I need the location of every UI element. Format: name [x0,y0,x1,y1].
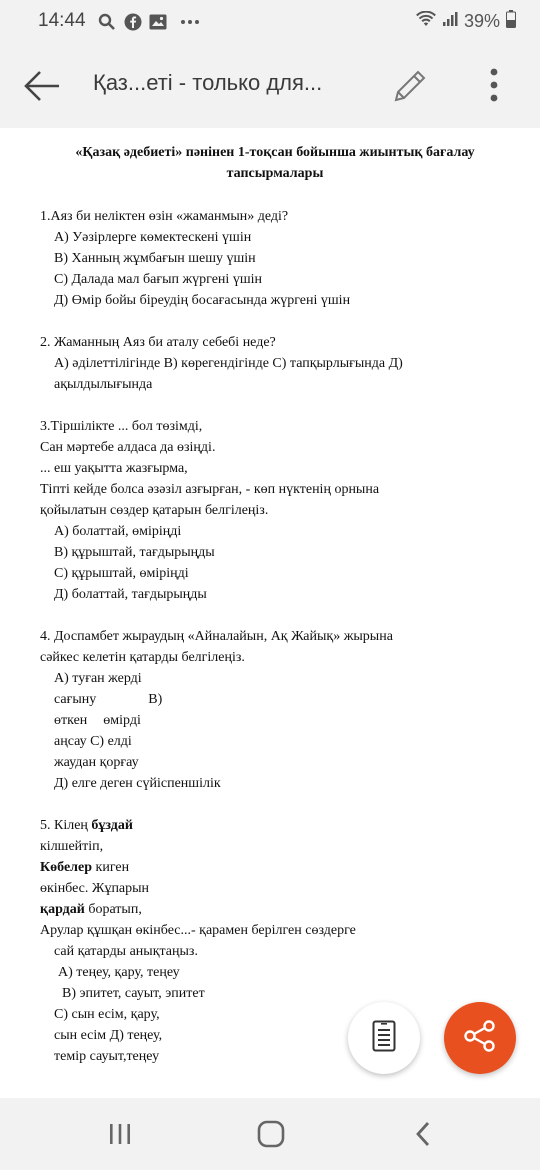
q5-option-c: С) сын есім, қару, [54,1007,160,1022]
search-icon [98,12,116,32]
battery-icon [506,10,516,33]
q5-option-b: В) эпитет, сауыт, эпитет [62,986,205,1001]
q3-option-b: В) құрыштай, тағдырыңды [54,545,215,560]
wifi-icon [416,11,436,32]
status-time: 14:44 [38,10,86,31]
q3-option-a: А) болаттай, өміріңді [54,524,182,539]
share-icon [463,1019,497,1058]
q2-options-line2: ақылдылығында [54,377,153,392]
q5-line1: 5. Кілең бұздай [40,818,133,833]
more-dots-icon [180,12,200,32]
more-vert-icon[interactable] [482,66,506,106]
q3-line2: Сан мәртебе алдаса да өзіңді. [40,440,216,455]
q5-option-e: темір сауыт,теңеу [54,1049,160,1064]
q4-option-line5: жаудан қорғау [54,755,139,770]
q3-line5: қойылатын сөздер қатарын белгілеңіз. [40,503,269,518]
q3-line1: 3.Тіршілікте ... бол төзімді, [40,419,203,434]
back-arrow-icon[interactable] [22,66,62,106]
facebook-icon [124,12,142,32]
q1-option-b: В) Ханның жұмбағын шешу үшін [54,251,256,266]
q3-line4: Тіпті кейде болса әзәзіл азғырған, - көп нүктенің орнына [40,482,380,497]
gallery-icon [149,12,167,32]
home-icon[interactable] [251,1116,291,1152]
battery-percent: 39% [463,11,500,31]
q5-line2: кілшейтіп, [40,839,104,854]
q4-option-line4: аңсау С) елді [54,734,132,749]
document-mode-button[interactable] [348,1002,420,1074]
q4-line2: сәйкес келетін қатарды белгілеңіз. [40,650,245,665]
app-bar [0,44,540,129]
edit-pencil-icon[interactable] [390,66,430,106]
q4-option-line1: А) туған жерді [54,671,142,686]
q1-option-d: Д) Өмір бойы біреудің босағасында жүргені үшін [54,293,351,308]
q5-line4: өкінбес. Жұпарын [40,881,150,896]
q3-line3: ... еш уақытта жазғырма, [40,461,188,476]
q4-option-line2: сағыну В) [54,692,163,707]
q4-option-line6: Д) елге деген сүйіспеншілік [54,776,221,791]
recents-icon[interactable] [100,1116,140,1152]
system-nav-bar [0,1098,540,1170]
q2-question: 2. Жаманның Аяз би аталу себебі неде? [40,335,276,350]
q5-option-a: А) теңеу, қару, теңеу [58,965,180,980]
q4-line1: 4. Доспамбет жыраудың «Айналайын, Ақ Жайық» жырына [40,629,393,644]
q1-option-c: С) Далада мал бағып жүргені үшін [54,272,262,287]
q1-option-a: А) Уәзірлерге көмектескені үшін [54,230,252,245]
q1-question: 1.Аяз би неліктен өзін «жаманмын» деді? [40,209,289,224]
signal-icon [442,11,458,32]
q4-option-line3: өткен өмірді [54,713,141,728]
q2-options-line1: А) әділеттілігінде В) көрегендігінде С) тапқырлығында Д) [54,356,403,371]
document-icon [372,1020,396,1057]
document-content [40,142,510,1067]
status-bar [0,0,540,44]
q5-line3: Көбелер киген [40,860,130,875]
q5-line7: сай қатарды анықтаңыз. [54,944,198,959]
document-title: «Қазақ әдебиеті» пәнінен 1-тоқсан бойынша жиынтық бағалау тапсырмалары [75,145,475,181]
page-title: Қаз...еті - только для... [93,70,323,95]
q3-option-d: Д) болаттай, тағдырыңды [54,587,207,602]
q5-line6: Арулар құшқан өкінбес...- қарамен берілген сөздерге [40,923,356,938]
q3-option-c: С) құрыштай, өміріңді [54,566,189,581]
q5-option-d: сын есім Д) теңеу, [54,1028,163,1043]
q5-line5: қардай боратып, [40,902,142,917]
share-button[interactable] [444,1002,516,1074]
back-nav-icon[interactable] [403,1116,443,1152]
document-view[interactable] [0,128,540,1098]
status-right [416,10,516,33]
